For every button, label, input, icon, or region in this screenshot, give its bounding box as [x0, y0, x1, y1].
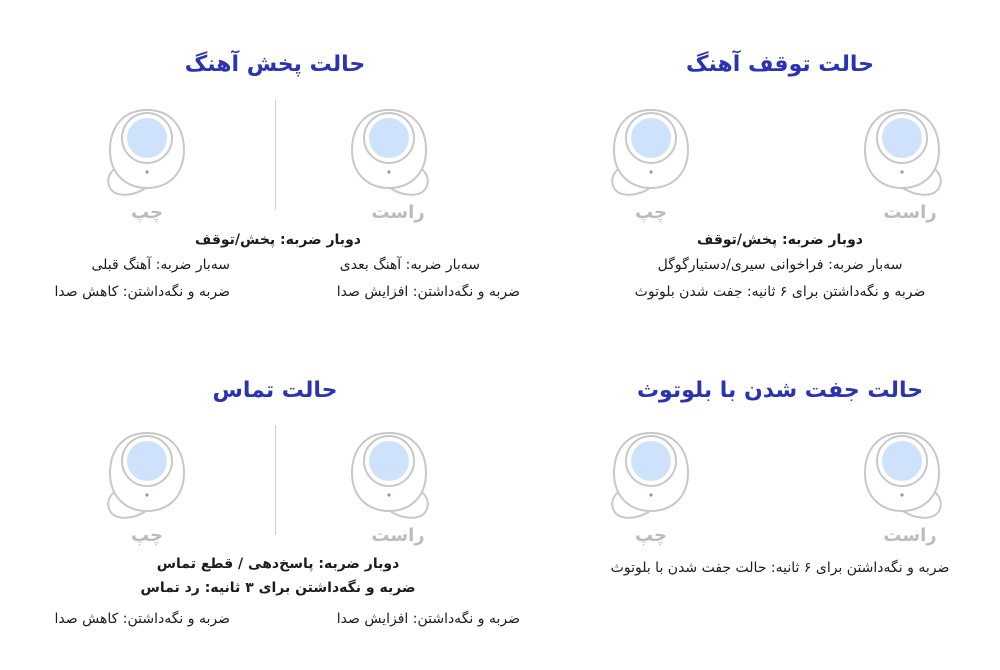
- right-earbud-label: راست: [371, 525, 425, 546]
- pause-mode-title: حالت توقف آهنگ: [686, 52, 874, 77]
- call-left-hold: ضربه و نگه‌داشتن: کاهش صدا: [54, 611, 230, 627]
- call-mode-title: حالت تماس: [212, 378, 338, 403]
- call-right-hold: ضربه و نگه‌داشتن: افزایش صدا: [336, 611, 520, 627]
- pause-double-tap: دوبار ضربه: پخش/توقف: [697, 232, 863, 248]
- left-earbud-icon: [102, 425, 192, 525]
- play-left-triple: سه‌بار ضربه: آهنگ قبلی: [91, 257, 230, 273]
- play-right-hold: ضربه و نگه‌داشتن: افزایش صدا: [336, 284, 520, 300]
- right-earbud-icon: [344, 425, 434, 525]
- call-hold-3s: ضربه و نگه‌داشتن برای ۳ ثانیه: رد تماس: [140, 580, 416, 596]
- right-earbud-icon: [857, 425, 947, 525]
- left-earbud-label: چپ: [634, 202, 668, 223]
- play-right-triple: سه‌بار ضربه: آهنگ بعدی: [339, 257, 480, 273]
- right-earbud-label: راست: [883, 202, 937, 223]
- play-mode-title: حالت پخش آهنگ: [184, 52, 366, 77]
- right-earbud-icon: [344, 102, 434, 202]
- divider: [275, 100, 276, 210]
- divider: [275, 425, 276, 535]
- right-earbud-icon: [857, 102, 947, 202]
- pairing-hold: ضربه و نگه‌داشتن برای ۶ ثانیه: حالت جفت شدن با بلوتوث: [610, 560, 950, 576]
- play-double-tap: دوبار ضربه: پخش/توقف: [195, 232, 361, 248]
- pause-triple-tap: سه‌بار ضربه: فراخوانی سیری/دستیارگوگل: [657, 257, 903, 273]
- left-earbud-icon: [102, 102, 192, 202]
- play-left-hold: ضربه و نگه‌داشتن: کاهش صدا: [54, 284, 230, 300]
- left-earbud-label: چپ: [130, 202, 164, 223]
- left-earbud-icon: [606, 425, 696, 525]
- left-earbud-label: چپ: [130, 525, 164, 546]
- left-earbud-icon: [606, 102, 696, 202]
- pairing-mode-title: حالت جفت شدن با بلوتوث: [636, 378, 924, 403]
- pause-hold: ضربه و نگه‌داشتن برای ۶ ثانیه: جفت شدن بلوتوث: [634, 284, 926, 300]
- call-double-tap: دوبار ضربه: پاسخ‌دهی / قطع تماس: [156, 556, 400, 572]
- right-earbud-label: راست: [371, 202, 425, 223]
- left-earbud-label: چپ: [634, 525, 668, 546]
- right-earbud-label: راست: [883, 525, 937, 546]
